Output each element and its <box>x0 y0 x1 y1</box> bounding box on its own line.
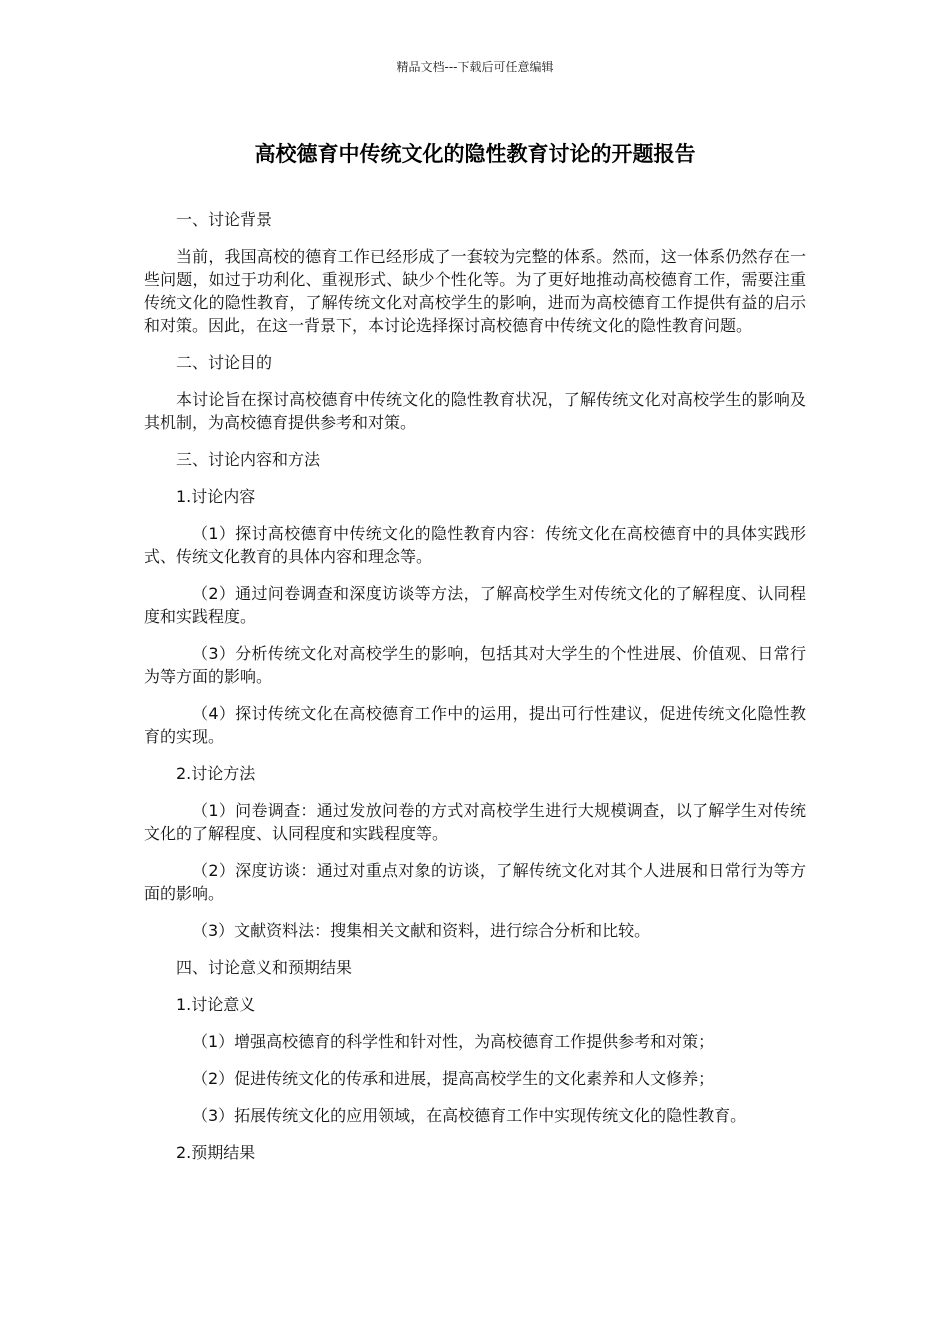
content-item: （4）探讨传统文化在高校德育工作中的运用，提出可行性建议，促进传统文化隐性教育的实现。 <box>144 704 806 746</box>
significance-item: （2）促进传统文化的传承和进展，提高高校学生的文化素养和人文修养； <box>192 1069 715 1088</box>
paragraph-purpose: 本讨论旨在探讨高校德育中传统文化的隐性教育状况，了解传统文化对高校学生的影响及其机制，为高校德育提供参考和对策。 <box>144 390 806 432</box>
content-item: （1）探讨高校德育中传统文化的隐性教育内容：传统文化在高校德育中的具体实践形式、传统文化教育的具体内容和理念等。 <box>144 524 806 566</box>
method-item: （1）问卷调查：通过发放问卷的方式对高校学生进行大规模调查，以了解学生对传统文化的了解程度、认同程度和实践程度等。 <box>144 801 806 843</box>
subheading-method: 2.讨论方法 <box>176 764 256 783</box>
document-title: 高校德育中传统文化的隐性教育讨论的开题报告 <box>254 142 696 166</box>
section-heading-significance: 四、讨论意义和预期结果 <box>176 958 353 977</box>
significance-item: （3）拓展传统文化的应用领域，在高校德育工作中实现传统文化的隐性教育。 <box>192 1106 747 1125</box>
section-heading-content-method: 三、讨论内容和方法 <box>176 450 321 469</box>
content-item: （3）分析传统文化对高校学生的影响，包括其对大学生的个性进展、价值观、日常行为等方面的影响。 <box>144 644 806 686</box>
subheading-content: 1.讨论内容 <box>176 487 256 506</box>
significance-item: （1）增强高校德育的科学性和针对性，为高校德育工作提供参考和对策； <box>192 1032 715 1051</box>
header-note: 精品文档---下载后可任意编辑 <box>396 60 554 74</box>
paragraph-background: 当前，我国高校的德育工作已经形成了一套较为完整的体系。然而，这一体系仍然存在一些问题，如过于功利化、重视形式、缺少个性化等。为了更好地推动高校德育工作，需要注重传统文化的隐性教育，了解传统文化对高校学生的影响，进而为高校德育工作提供有益的启示和对策。因此，在这一背景下，本讨论选择探讨高校德育中传统文化的隐性教育问题。 <box>144 247 806 335</box>
method-item: （2）深度访谈：通过对重点对象的访谈，了解传统文化对其个人进展和日常行为等方面的影响。 <box>144 861 806 903</box>
section-heading-background: 一、讨论背景 <box>176 210 273 229</box>
section-heading-purpose: 二、讨论目的 <box>176 353 273 372</box>
subheading-significance: 1.讨论意义 <box>176 995 256 1014</box>
content-item: （2）通过问卷调查和深度访谈等方法，了解高校学生对传统文化的了解程度、认同程度和实践程度。 <box>144 584 806 626</box>
subheading-expected-results: 2.预期结果 <box>176 1143 256 1162</box>
document-body <box>144 208 806 1178</box>
method-item: （3）文献资料法：搜集相关文献和资料，进行综合分析和比较。 <box>192 921 651 940</box>
